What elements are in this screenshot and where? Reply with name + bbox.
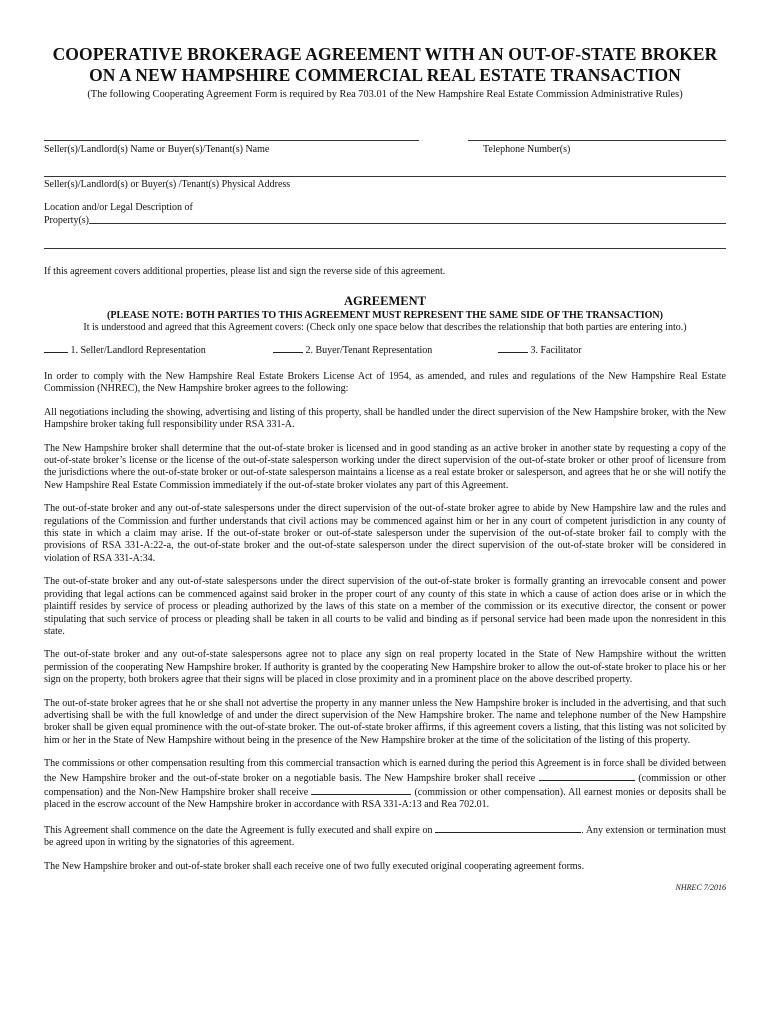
- paragraph-compliance: In order to comply with the New Hampshire Real Estate Brokers License Act of 1954, as amended, and rules and regulations of the New Hampshire Real Estate Commission (NHREC), the New Hampshire broker agrees to the following:: [44, 371, 726, 395]
- address-label: Seller(s)/Landlord(s) or Buyer(s) /Tenant(s) Physical Address: [44, 179, 291, 190]
- property-description-field-2[interactable]: [44, 248, 726, 249]
- compensation-text-2: (commission or other compensation) and the Non-New Hampshire broker shall receive: [44, 772, 727, 798]
- agreement-heading: AGREEMENT: [344, 294, 426, 308]
- form-version-code: NHREC 7/2016: [675, 883, 726, 892]
- paragraph-licensing: The New Hampshire broker shall determine that the out-of-state broker is licensed and in good standing as an active broker in another state by requesting a copy of the out-of-state broker’s license or the license of the out-of-state salesperson working under the direct supervision of the out-of-state broker or other proof of licensure from the jurisdictions where the out-of-state broker or out-of-state salesperson maintains a license as a real estate broker or salesperson, and agrees that he or she will notify the New Hampshire Real Estate Commission immediately if the out-of-state broker violates any part of this Agreement.: [44, 442, 726, 491]
- telephone-label: Telephone Number(s): [483, 144, 571, 155]
- term-text-1: This Agreement shall commence on the date the Agreement is fully executed and shall expire on: [44, 824, 433, 836]
- nh-broker-compensation-field[interactable]: [539, 771, 635, 781]
- option-1-checkbox[interactable]: [44, 343, 68, 353]
- location-label: Location and/or Legal Description of: [44, 202, 193, 213]
- paragraph-jurisdiction: The out-of-state broker and any out-of-state salespersons under the direct supervision of the out-of-state broker agree to abide by New Hampshire law and the rules and regulations of the Commission and further understands that civil actions may be commenced against him or her in any court of competent jurisdiction in any county of this state in which a claim may arise. If the out-of-state broker or out-of-state salesperson under the supervision of the out-of-state broker fail to comply with the provisions of RSA 331-A:22-a, the out-of-state broker and the out-of-state salesperson under the direct supervision of the out-of-state broker will be considered in violation of RSA 331-A:34.: [44, 503, 726, 564]
- paragraph-copies: The New Hampshire broker and out-of-state broker shall each receive one of two fully executed original cooperating agreement forms.: [44, 860, 585, 872]
- paragraph-advertising: The out-of-state broker agrees that he or she shall not advertise the property in any manner unless the New Hampshire broker is included in the advertising, and that such advertising shall be with the full knowledge of and under the direct supervision of the New Hampshire broker. The name and telephone number of the New Hampshire broker shall be given equal prominence with the out-of-state broker. The out-of-state broker affirms, if this agreement covers a listing, that this listing was not solicited by him or her in the State of New Hampshire without being in the presence of the New Hampshire broker at the time of the solicitation of the listing of this property.: [44, 697, 726, 746]
- party-name-label: Seller(s)/Landlord(s) Name or Buyer(s)/Tenant(s) Name: [44, 144, 270, 155]
- term-text-2: . Any extension or termination must be agreed upon in writing by the signatories of this agreement.: [44, 824, 726, 849]
- expiration-date-field[interactable]: [435, 823, 581, 833]
- address-field[interactable]: [44, 176, 726, 177]
- paragraph-term: [44, 823, 726, 850]
- compensation-text-1: The commissions or other compensation resulting from this commercial transaction which is earned during the period this Agreement is in force shall be divided between the New Hampshire broker and the out-of-state broker on a negotiable basis. The New Hampshire broker shall receive: [44, 758, 726, 784]
- option-3: [498, 343, 582, 356]
- form-subtitle: (The following Cooperating Agreement Form is required by Rea 703.01 of the New Hampshire Real Estate Commission Administrative Rules): [87, 89, 683, 100]
- option-1-label: 1. Seller/Landlord Representation: [70, 345, 206, 356]
- paragraph-compensation: [44, 758, 726, 812]
- paragraph-signage: The out-of-state broker and any out-of-state salespersons agree not to place any sign on real property located in the State of New Hampshire without the written permission of the cooperating New Hampshire broker. If authority is granted by the cooperating New Hampshire broker to allow the out-of-state broker to place his or her sign on the property, both brokers agree that their signs will be placed in close proximity and in a prominent place on the above described property.: [44, 649, 726, 686]
- form-title-line-2: ON A NEW HAMPSHIRE COMMERCIAL REAL ESTATE TRANSACTION: [89, 65, 681, 85]
- option-2-checkbox[interactable]: [273, 343, 303, 353]
- agreement-note: (PLEASE NOTE: BOTH PARTIES TO THIS AGREEMENT MUST REPRESENT THE SAME SIDE OF THE TRANSACTION): [107, 310, 663, 321]
- agreement-form: [44, 44, 726, 892]
- form-title-line-1: COOPERATIVE BROKERAGE AGREEMENT WITH AN OUT-OF-STATE BROKER: [52, 44, 718, 64]
- option-3-label: 3. Facilitator: [530, 345, 582, 356]
- compensation-text-3: (commission or other compensation). All earnest monies or deposits shall be placed in the escrow account of the New Hampshire broker in accordance with RSA 331-A:13 and Rea 702.01.: [44, 786, 727, 811]
- property-label: Property(s): [44, 215, 89, 226]
- property-description-field[interactable]: [89, 223, 726, 224]
- out-of-state-broker-compensation-field[interactable]: [311, 785, 411, 795]
- option-1: [44, 343, 206, 356]
- additional-properties-note: If this agreement covers additional properties, please list and sign the reverse side of this agreement.: [44, 266, 446, 277]
- option-2: [273, 343, 432, 356]
- paragraph-negotiations: All negotiations including the showing, advertising and listing of this property, shall be handled under the direct supervision of the New Hampshire broker, with the New Hampshire broker taking full responsibility under RSA 331-A.: [44, 406, 726, 431]
- telephone-field[interactable]: [468, 140, 726, 141]
- option-3-checkbox[interactable]: [498, 343, 528, 353]
- agreement-intro: It is understood and agreed that this Agreement covers: (Check only one space below that describes the relationship that both parties are entering into.): [83, 322, 687, 333]
- paragraph-consent: The out-of-state broker and any out-of-state salespersons under the direct supervision of the out-of-state broker is formally granting an irrevocable consent and power providing that legal actions can be commenced against said broker in the proper court of any county of this state in which a cause of action does arise or in which the plaintiff resides by service of process or pleading authorized by the laws of this state on a member of the commission or its executive director, the consent or power stipulating that such service of process or pleading shall be taken in all courts to be valid and binding as if personal service had been made upon the nonresident in this state.: [44, 576, 726, 637]
- party-name-field[interactable]: [44, 140, 419, 141]
- option-2-label: 2. Buyer/Tenant Representation: [305, 345, 433, 356]
